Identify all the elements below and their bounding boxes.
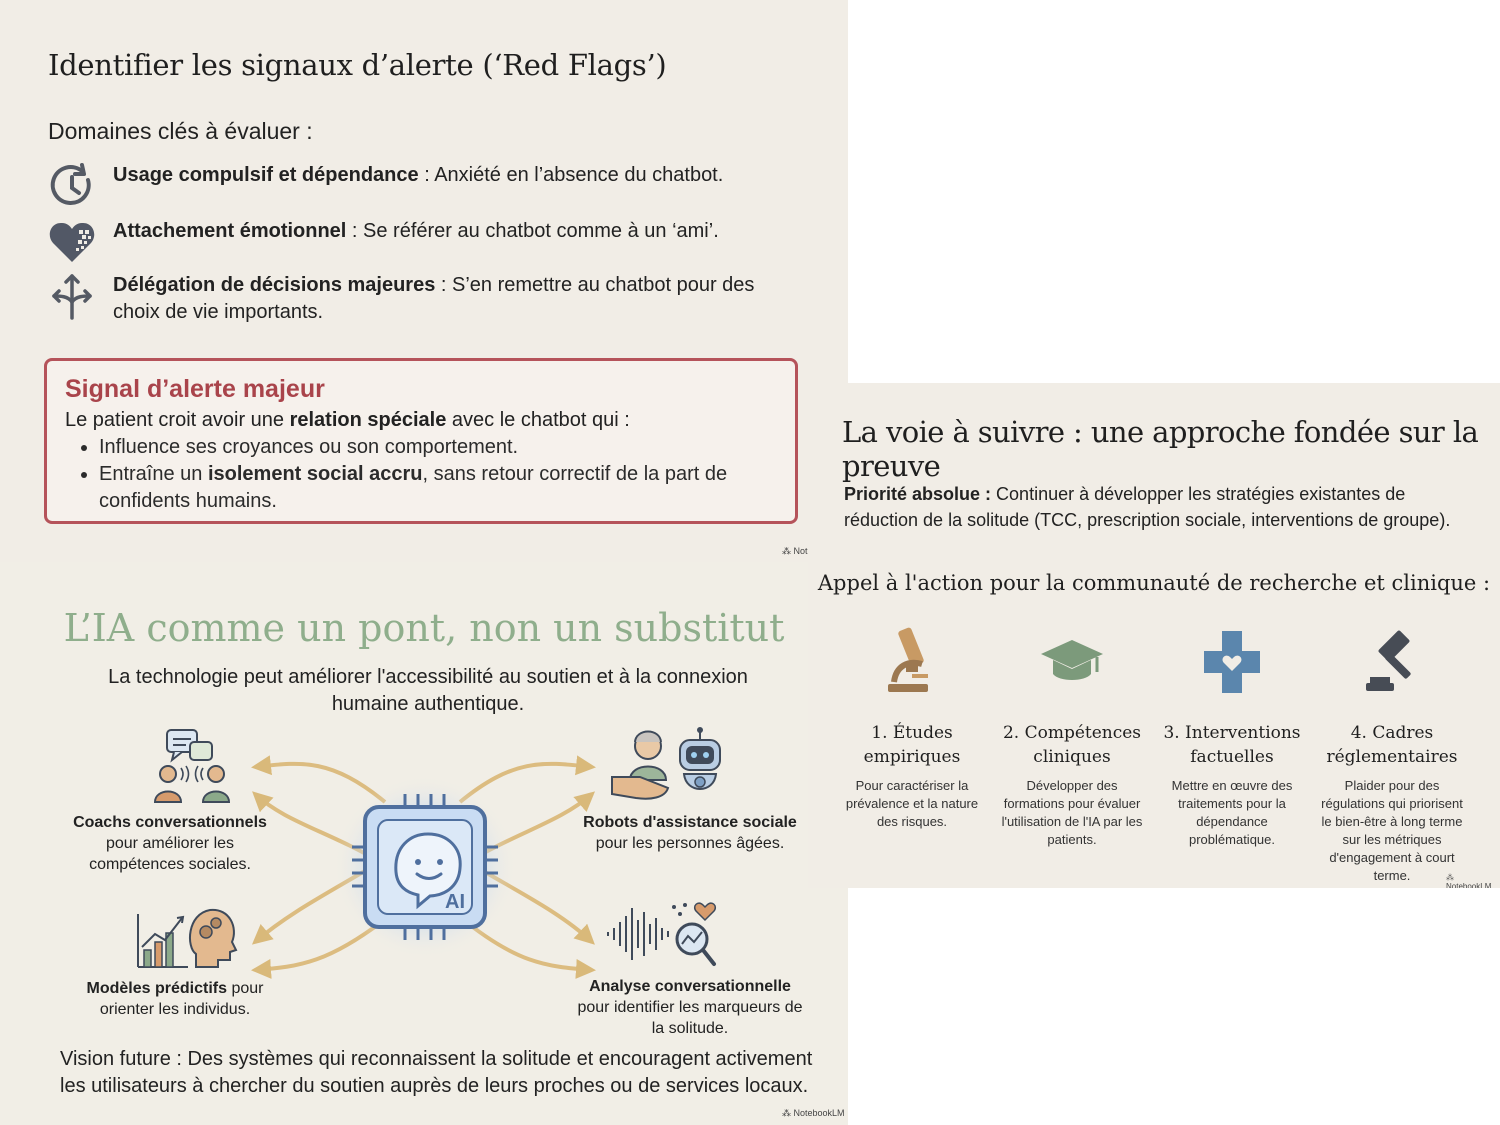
action-description: Pour caractériser la prévalence et la nature des risques. [845, 778, 979, 829]
action-column [998, 623, 1146, 849]
alert-bullet: • Entraîne un isolement social accru, sans retour correctif de la part de confidents humains. [99, 461, 777, 515]
action-title: 3. Interventions factuelles [1163, 723, 1301, 767]
action-description: Mettre en œuvre des traitements pour la dépendance problématique. [1171, 778, 1293, 847]
alert-bullets [65, 434, 777, 515]
call-to-action: Appel à l'action pour la communauté de recherche et clinique : [817, 571, 1491, 595]
action-column [838, 623, 986, 831]
arrow [255, 764, 385, 802]
alert-title: Signal d’alerte majeur [65, 375, 325, 403]
action-title: 2. Compétences cliniques [1002, 723, 1142, 767]
notebooklm-logo: ⁂ NotebookLM [782, 1108, 845, 1118]
action-description: Développer des formations pour évaluer l'utilisation de l'IA par les patients. [1001, 778, 1143, 847]
chart-head-icon [138, 910, 236, 967]
way-forward-slide [808, 383, 1500, 888]
node-coachs: Coachs conversationnels pour améliorer les compétences sociales. [73, 814, 267, 873]
medical-cross-icon [1202, 629, 1262, 695]
split-arrows-icon [48, 272, 96, 320]
action-column [1318, 623, 1466, 885]
robot-elder-icon [612, 727, 720, 799]
red-flag-text: Délégation de décisions majeures : S’en remettre au chatbot pour des choix de vie importants. [113, 274, 755, 323]
node-modeles: Modèles prédictifs pour orienter les individus. [86, 980, 264, 1018]
voice-analysis-icon [608, 903, 715, 964]
action-title: 1. Études empiriques [863, 723, 961, 767]
ai-bridge-slide [0, 562, 848, 1125]
slide-title: La voie à suivre : une approche fondée sur la preuve [842, 415, 1479, 483]
ai-chip-icon [333, 775, 517, 959]
priority-statement: Priorité absolue : Continuer à développer les stratégies existantes de réduction de la solitude (TCC, prescription sociale, interventions de groupe). [844, 484, 1451, 530]
ai-label: AI [445, 891, 465, 913]
red-flag-item [48, 218, 793, 266]
slide-lead: La technologie peut améliorer l'accessibilité au soutien et à la connexion humaine authentique. [108, 666, 748, 715]
action-description: Plaider pour des régulations qui priorisent le bien-être à long terme sur les métriques d'engagement à court terme. [1321, 778, 1463, 883]
slide-title: L’IA comme un pont, non un substitut [63, 606, 785, 650]
future-vision: Vision future : Des systèmes qui reconnaissent la solitude et encouragent activement les utilisateurs à chercher du soutien auprès de leurs proches ou de services locaux. [60, 1048, 813, 1097]
clock-icon [48, 162, 96, 210]
notebooklm-logo: ⁂ Not [782, 546, 808, 556]
red-flag-item [48, 162, 793, 210]
alert-intro: Le patient croit avoir une relation spéciale avec le chatbot qui : [65, 409, 630, 431]
node-analyse: Analyse conversationnelle pour identifier les marqueurs de la solitude. [577, 978, 803, 1037]
alert-bullet: • Influence ses croyances ou son comportement. [99, 434, 777, 461]
red-flag-text: Attachement émotionnel : Se référer au chatbot comme à un ‘ami’. [113, 220, 719, 242]
action-title: 4. Cadres réglementaires [1326, 723, 1458, 767]
action-column [1158, 623, 1306, 849]
major-alert-box [44, 358, 798, 524]
speech-people-icon [155, 730, 229, 802]
red-flag-item [48, 272, 793, 326]
microscope-icon [882, 624, 942, 700]
slide-title: Identifier les signaux d’alerte (‘Red Flags’) [48, 48, 667, 82]
graduation-cap-icon [1039, 632, 1105, 692]
notebooklm-logo: ⁂ NotebookLM [1446, 873, 1492, 888]
gavel-icon [1360, 627, 1424, 697]
heart-icon [48, 218, 96, 266]
red-flags-slide [0, 0, 848, 562]
slide-subtitle: Domaines clés à évaluer : [48, 118, 313, 144]
node-robots: Robots d'assistance sociale pour les personnes âgées. [583, 814, 797, 852]
red-flag-text: Usage compulsif et dépendance : Anxiété en l’absence du chatbot. [113, 164, 724, 186]
